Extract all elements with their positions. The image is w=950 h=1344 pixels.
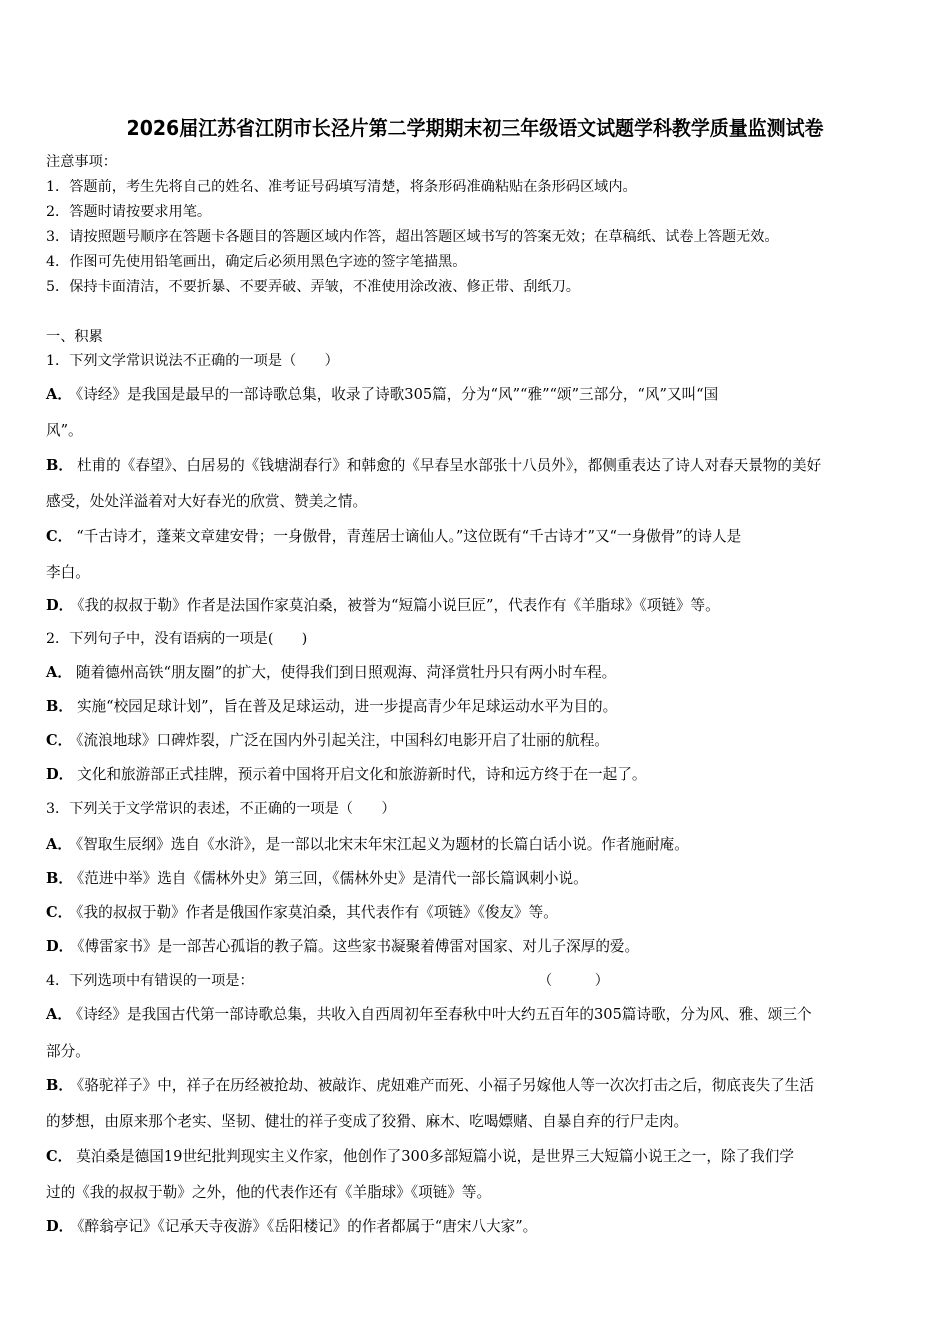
option-label: D． (46, 938, 74, 955)
notice-item: 2．答题时请按要求用笔。 (46, 204, 212, 220)
section-heading: 一、积累 (46, 329, 103, 345)
option-label: B． (46, 1077, 73, 1094)
option-continuation: 李白。 (46, 564, 90, 581)
option-label: C． (46, 904, 73, 921)
option-text: 文化和旅游部正式挂牌，预示着中国将开启文化和旅游新时代，诗和远方终于在一起了。 (77, 766, 647, 783)
option-text: “千古诗才，蓬莱文章建安骨；一身傲骨，青莲居士谪仙人。”这位既有“千古诗才”又“一身傲骨”的诗人是 (76, 528, 742, 545)
option-label: B． (46, 698, 73, 715)
option-text: 《我的叔叔于勒》作者是法国作家莫泊桑，被誉为“短篇小说巨匠”，代表作有《羊脂球》《项链》等。 (77, 597, 720, 614)
option-continuation: 部分。 (46, 1043, 90, 1060)
option-text: 《骆驼祥子》中，祥子在历经被抢劫、被敲诈、虎妞难产而死、小福子另嫁他人等一次次打击之后，彻底丧失了生活 (76, 1077, 814, 1094)
notice-item: 3．请按照题号顺序在答题卡各题目的答题区域内作答，超出答题区域书写的答案无效；在草稿纸、试卷上答题无效。 (46, 229, 779, 245)
answer-paren: （ ） (538, 973, 609, 989)
option-text: 随着德州高铁“朋友圈”的扩大，使得我们到日照观海、菏泽赏牡丹只有两小时车程。 (75, 664, 617, 681)
option-text: 《傅雷家书》是一部苦心孤诣的教子篇。这些家书凝聚着傅雷对国家、对儿子深厚的爱。 (77, 938, 640, 955)
option-label: A． (46, 836, 72, 853)
option-label: D． (46, 597, 74, 614)
option-b (46, 456, 821, 476)
option-continuation: 的梦想，由原来那个老实、坚韧、健壮的祥子变成了狡猾、麻木、吃喝嫖赌、自暴自弃的行尸走肉。 (46, 1113, 689, 1130)
option-label: C． (46, 528, 73, 545)
option-text: 《诗经》是我国古代第一部诗歌总集，共收入自西周初年至春秋中叶大约五百年的305篇诗歌，分为风、雅、颂三个 (75, 1006, 812, 1023)
option-continuation: 感受，处处洋溢着对大好春光的欣赏、赞美之情。 (46, 493, 368, 510)
option-b (46, 697, 617, 717)
option-label: D． (46, 1218, 74, 1235)
option-d (46, 596, 720, 616)
option-c (46, 731, 609, 751)
option-text: 莫泊桑是德国19世纪批判现实主义作家，他创作了300多部短篇小说，是世界三大短篇小说王之一，除了我们学 (76, 1148, 794, 1165)
notice-item: 4．作图可先使用铅笔画出，确定后必须用黑色字迹的签字笔描黑。 (46, 254, 467, 270)
option-a (46, 385, 718, 405)
option-a (46, 1005, 812, 1025)
option-label: C． (46, 1148, 73, 1165)
notice-item: 5．保持卡面清洁，不要折暴、不要弄破、弄皱，不准使用涂改液、修正带、刮纸刀。 (46, 279, 580, 295)
option-text: 《流浪地球》口碑炸裂，广泛在国内外引起关注，中国科幻电影开启了壮丽的航程。 (76, 732, 609, 749)
option-label: A． (46, 664, 72, 681)
option-d (46, 1217, 537, 1237)
option-c (46, 903, 558, 923)
option-text: 实施“校园足球计划”，旨在普及足球运动，进一步提高青少年足球运动水平为目的。 (76, 698, 618, 715)
option-text: 《我的叔叔于勒》作者是俄国作家莫泊桑，其代表作有《项链》《俊友》等。 (76, 904, 558, 921)
option-d (46, 937, 639, 957)
option-label: D． (46, 766, 74, 783)
option-label: C． (46, 732, 73, 749)
option-a (46, 835, 689, 855)
question-stem: 4．下列选项中有错误的一项是： (46, 973, 254, 989)
option-b (46, 869, 588, 889)
option-label: B． (46, 457, 73, 474)
option-text: 杜甫的《春望》、白居易的《钱塘湖春行》和韩愈的《早春呈水部张十八员外》，都侧重表达了诗人对春天景物的美好 (76, 457, 822, 474)
option-text: 《范进中举》选自《儒林外史》第三回，《儒林外史》是清代一部长篇讽刺小说。 (76, 870, 588, 887)
question-stem: 1．下列文学常识说法不正确的一项是（ ） (46, 353, 339, 369)
question-stem: 3．下列关于文学常识的表述，不正确的一项是（ ） (46, 801, 396, 817)
option-text: 《智取生辰纲》选自《水浒》，是一部以北宋末年宋江起义为题材的长篇白话小说。作者施耐庵。 (75, 836, 689, 853)
option-c (46, 1147, 794, 1167)
question-stem: 2．下列句子中，没有语病的一项是( ) (46, 631, 308, 647)
notice-heading: 注意事项： (46, 154, 117, 170)
option-label: A． (46, 386, 72, 403)
option-continuation: 过的《我的叔叔于勒》之外，他的代表作还有《羊脂球》《项链》等。 (46, 1184, 492, 1201)
option-a (46, 663, 616, 683)
option-text: 《诗经》是我国是最早的一部诗歌总集，收录了诗歌305篇，分为“风”“雅”“颂”三部分，“风”又叫“国 (75, 386, 719, 403)
option-d (46, 765, 646, 785)
option-continuation: 风”。 (46, 422, 83, 439)
option-label: B． (46, 870, 73, 887)
option-b (46, 1076, 814, 1096)
option-label: A． (46, 1006, 72, 1023)
notice-item: 1．答题前，考生先将自己的姓名、准考证号码填写清楚，将条形码准确粘贴在条形码区域内。 (46, 179, 637, 195)
page-title: 2026届江苏省江阴市长泾片第二学期期末初三年级语文试题学科教学质量监测试卷 (126, 116, 824, 140)
option-text: 《醉翁亭记》《记承天寺夜游》《岳阳楼记》的作者都属于“唐宋八大家”。 (77, 1218, 538, 1235)
option-c (46, 527, 741, 547)
